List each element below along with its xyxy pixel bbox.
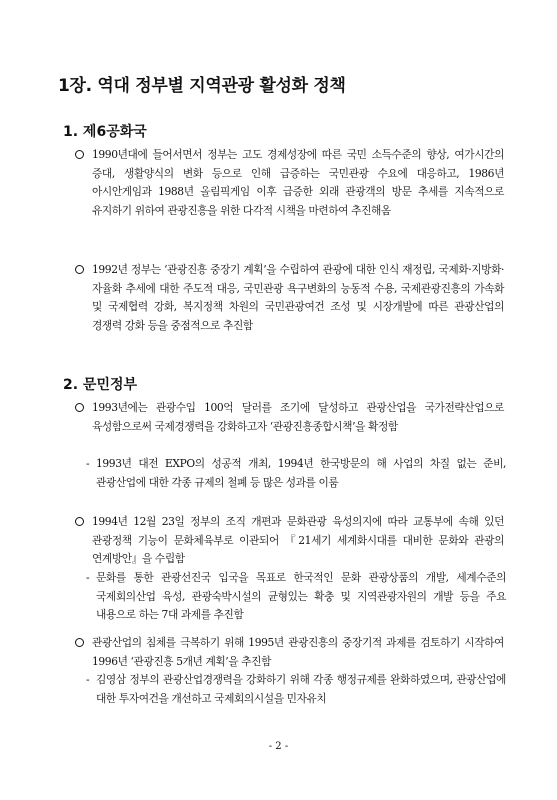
sub-item-text: 김영삼 정부의 관광산업경쟁력을 강화하기 위해 각종 행정규제를 완화하였으며, 관광산업에 대한 투자여건을 개선하고 국제회의시설을 민자유치	[96, 673, 506, 705]
circle-bullet-icon	[75, 403, 84, 412]
dash-bullet-icon: -	[86, 673, 90, 686]
page-number: - 2 -	[268, 741, 289, 752]
chapter-title: 1장. 역대 정부별 지역관광 활성화 정책	[58, 76, 346, 96]
bullet-text: 1990년대에 들어서면서 정부는 고도 경제성장에 따른 국민 소득수준의 향상, 여가시간의 증대, 생활양식의 변화 등으로 인해 급증하는 국민관광 수요에 대응하고, 1986년 아시안게임과 1988년 올림픽게임 이후 급증한 외래 관광객의 방문 추세를 지속적으로 유지하기 위하여 관광진흥을 위한 다각적 시책을 마련하여 추진해옴	[92, 148, 504, 217]
sub-item-text: 문화를 통한 관광선진국 입국을 목표로 한국적인 문화 관광상품의 개발, 세계수준의 국제회의산업 육성, 관광숙박시설의 균형있는 확충 및 지역관광자원의 개발 등을 주요 내용으로 하는 7대 과제를 추진함	[96, 571, 506, 622]
circle-bullet-icon	[75, 265, 84, 274]
bullet-text: 1992년 정부는 ‘관광진흥 중장기 계획’을 수립하여 관광에 대한 인식 재정립, 국제화·지방화·자율화 추세에 대한 주도적 대응, 국민관광 욕구변화의 능동적 수용, 국제관광진흥의 가속화 및 국제협력 강화, 복지정책 차원의 국민관광여건 조성 및 시장개발에 따른 관광산업의 경쟁력 강화 등을 중점적으로 추진함	[92, 263, 504, 332]
bullet-text: 1993년에는 관광수입 100억 달러를 조기에 달성하고 관광산업을 국가전략산업으로 육성함으로써 국제경쟁력을 강화하고자 ‘관광진흥종합시책’을 확정함	[92, 401, 504, 433]
section-title-6th-republic: 1. 제6공화국	[63, 124, 147, 140]
bullet-text: 1994년 12월 23일 정부의 조직 개편과 문화관광 육성의지에 따라 교통부에 속해 있던 관광정책 기능이 문화체육부로 이관되어 『21세기 세계화시대를 대비한 문화와 관광의 연계방안』을 수립함	[92, 515, 504, 566]
circle-bullet-icon	[75, 150, 84, 159]
dash-bullet-icon: -	[86, 457, 90, 470]
circle-bullet-icon	[75, 517, 84, 526]
bullet-text: 관광산업의 침체를 극복하기 위해 1995년 관광진흥의 중장기적 과제를 검토하기 시작하여 1996년 ‘관광진흥 5개년 계획’을 추진함	[92, 636, 504, 668]
sub-item-text: 1993년 대전 EXPO의 성공적 개최, 1994년 한국방문의 해 사업의 차질 없는 준비, 관광산업에 대한 각종 규제의 철폐 등 많은 성과를 이룸	[96, 457, 506, 489]
dash-bullet-icon: -	[86, 571, 90, 584]
section-title-civilian-government: 2. 문민정부	[63, 377, 138, 393]
circle-bullet-icon	[75, 638, 84, 647]
